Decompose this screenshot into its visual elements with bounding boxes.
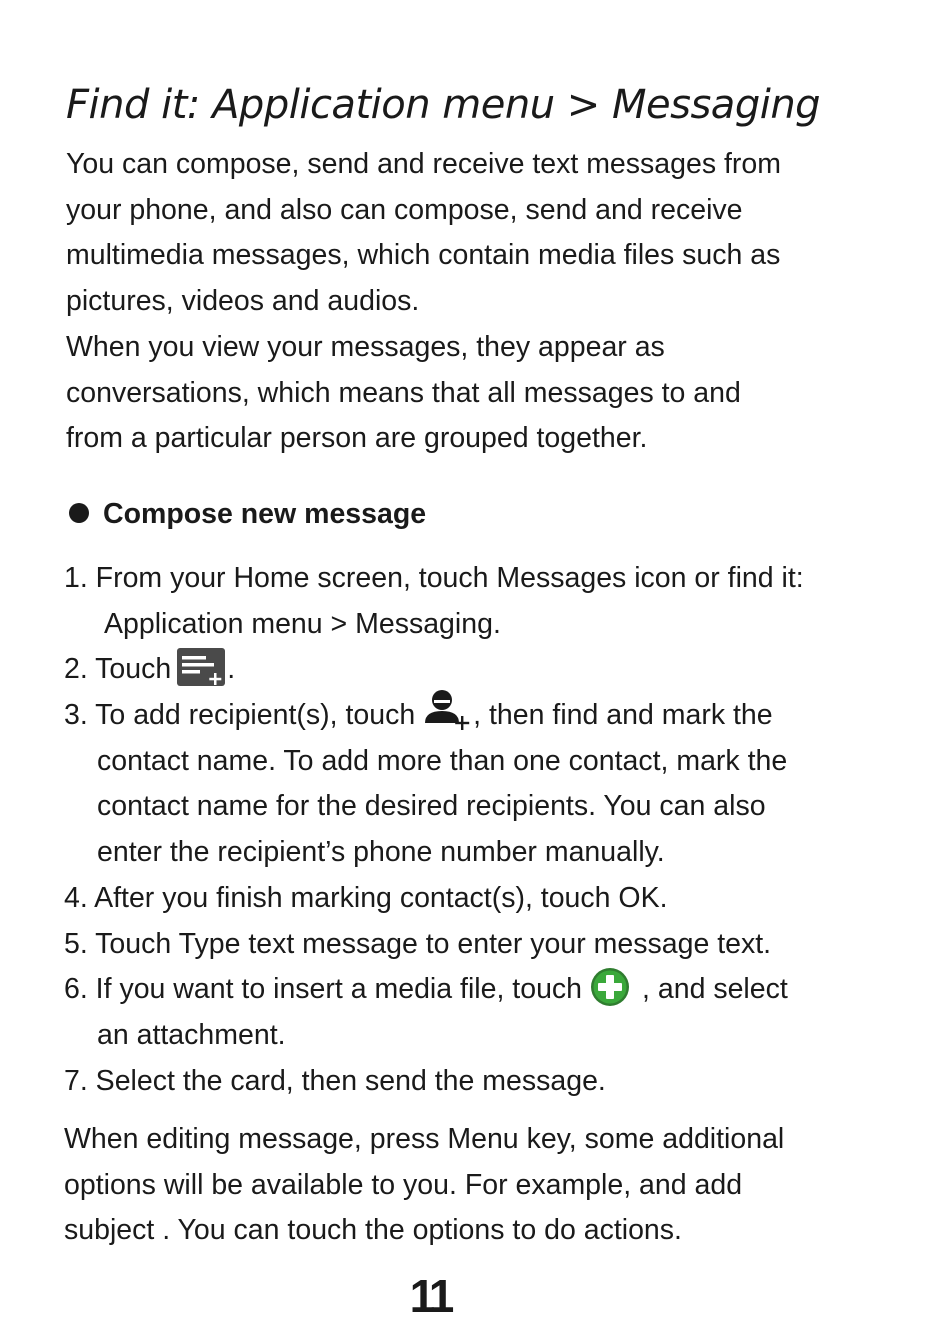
bullet-icon (69, 503, 89, 523)
step-2-line (64, 647, 804, 693)
intro-line: from a particular person are grouped together. (66, 422, 648, 455)
step-5-line: 5. Touch Type text message to enter your message text. (64, 927, 772, 960)
step-1-line: Application menu > Messaging. (104, 607, 501, 640)
closing-line: subject . You can touch the options to do actions. (64, 1214, 682, 1247)
step-4 (64, 876, 804, 922)
intro-line: When you view your messages, they appear as (66, 330, 665, 363)
step-3-line (64, 693, 804, 739)
steps-list (64, 556, 804, 1104)
step-3-line: contact name. To add more than one contact, mark the (97, 744, 788, 777)
step-7-line: 7. Select the card, then send the message. (64, 1064, 606, 1097)
step-2-text: . (227, 653, 236, 686)
step-6-line: an attachment. (97, 1018, 286, 1051)
step-3-line: enter the recipient’s phone number manually. (97, 836, 665, 869)
step-3 (64, 693, 804, 876)
intro-line: multimedia messages, which contain media files such as (66, 239, 781, 272)
closing-line: When editing message, press Menu key, some additional (64, 1123, 785, 1155)
step-4-line: 4. After you finish marking contact(s), touch OK. (64, 881, 668, 914)
intro-line: pictures, videos and audios. (66, 285, 420, 318)
step-6-line (64, 967, 804, 1013)
section-heading (66, 494, 426, 534)
green-plus-icon (590, 967, 630, 1007)
step-7 (64, 1059, 804, 1105)
new-message-icon (177, 648, 225, 686)
step-3-line: contact name for the desired recipients. You can also (97, 790, 766, 823)
step-2 (64, 647, 804, 693)
intro-line: your phone, and also can compose, send and receive (66, 193, 743, 226)
step-3-text: , then find and mark the (473, 699, 773, 732)
step-3-text: 3. To add recipient(s), touch (64, 699, 416, 732)
step-2-text: 2. Touch (64, 653, 172, 686)
intro-line: conversations, which means that all messages to and (66, 376, 741, 409)
step-5 (64, 922, 804, 968)
step-6-text: , and select (642, 973, 788, 1006)
step-1-line: 1. From your Home screen, touch Messages icon or find it: (64, 562, 804, 594)
add-contact-icon (423, 689, 473, 733)
step-6 (64, 967, 804, 1058)
intro-paragraph (66, 142, 781, 462)
section-heading-text: Compose new message (103, 498, 427, 530)
step-6-text: 6. If you want to insert a media file, touch (64, 973, 583, 1006)
closing-paragraph (64, 1117, 784, 1254)
page-number: 11 (409, 1270, 451, 1322)
step-1 (64, 556, 804, 647)
intro-line: You can compose, send and receive text messages from (66, 148, 782, 180)
find-it-heading: Find it: Application menu > Messaging (66, 82, 821, 128)
closing-line: options will be available to you. For example, and add (64, 1168, 743, 1201)
